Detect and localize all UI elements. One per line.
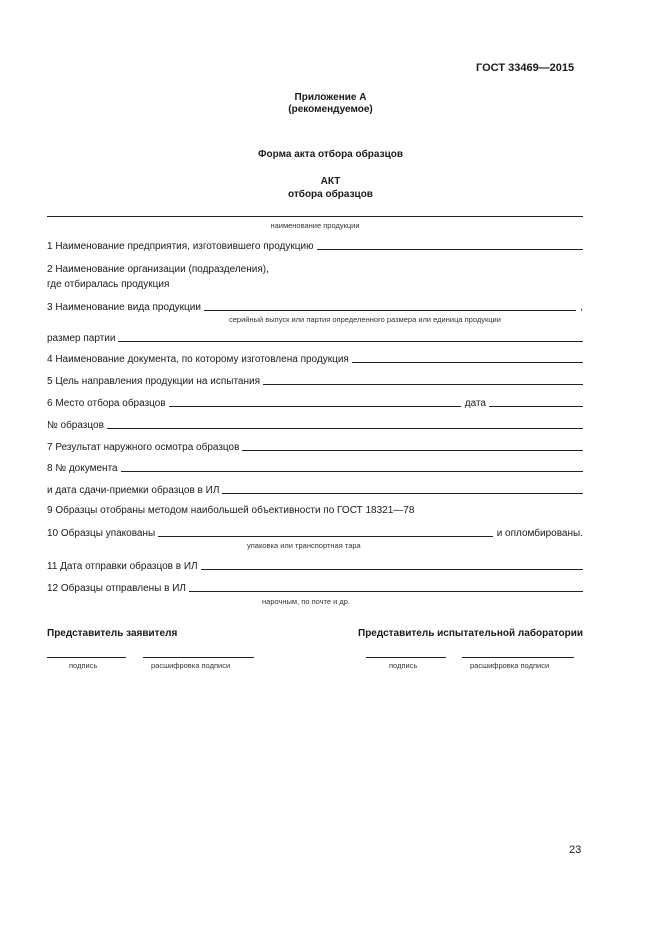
product-name-caption: наименование продукции [270,221,360,230]
packaging-input-line[interactable] [158,536,492,537]
field-8 [47,460,583,474]
sample-number-label: № образцов [47,420,104,431]
applicant-transcript-caption: расшифровка подписи [151,661,231,670]
field-3b [47,330,583,344]
lab-representative-title: Представитель испытательной лаборатории [358,628,584,639]
field-5-label: 5 Цель направления продукции на испытания [47,376,261,387]
document-number-input-line[interactable] [121,471,583,472]
field-10 [47,525,583,539]
date-label: дата [464,398,486,409]
field-12-label: 12 Образцы отправлены в ИЛ [47,583,186,594]
field-3-caption: серийный выпуск или партия определенного размера или единица продукции [229,315,501,324]
appendix-title: Приложение А [294,92,367,103]
sample-number-input-line[interactable] [107,428,583,429]
handover-date-label: и дата сдачи-приемки образцов в ИЛ [47,485,220,496]
field-11 [47,558,583,572]
field-10-label: 10 Образцы упакованы [47,528,156,539]
lab-transcript-line[interactable] [462,657,574,658]
field-2-label: 2 Наименование организации (подразделения), [47,264,269,275]
act-title: АКТ [320,176,341,187]
field-5 [47,373,583,387]
field-9-text: 9 Образцы отобраны методом наибольшей объективности по ГОСТ 18321—78 [47,505,415,516]
field-1 [47,238,583,252]
lab-signature-caption: подпись [389,661,418,670]
field-5-input-line[interactable] [263,384,583,385]
handover-date-input-line[interactable] [222,493,583,494]
applicant-signature-caption: подпись [69,661,98,670]
field-6-label: 6 Место отбора образцов [47,398,166,409]
field-4-label: 4 Наименование документа, по которому изготовлена продукция [47,354,349,365]
batch-size-label: размер партии [47,333,116,344]
appendix-subtitle: (рекомендуемое) [288,104,373,115]
field-11-label: 11 Дата отправки образцов в ИЛ [47,561,198,572]
sealed-label: и опломбированы. [496,528,583,539]
standard-number: ГОСТ 33469—2015 [476,62,575,74]
field-4-input-line[interactable] [352,362,583,363]
lab-signature-line[interactable] [366,657,446,658]
batch-size-input-line[interactable] [118,341,583,342]
field-3-input-line[interactable] [204,310,576,311]
applicant-signature-line[interactable] [47,657,126,658]
field-11-input-line[interactable] [201,569,583,570]
field-3-comma: , [580,302,583,313]
sampling-place-input-line[interactable] [169,406,461,407]
field-10-caption: упаковка или транспортная тара [247,541,361,550]
field-1-label: 1 Наименование предприятия, изготовившего продукцию [47,241,314,252]
applicant-transcript-line[interactable] [143,657,254,658]
lab-transcript-caption: расшифровка подписи [470,661,550,670]
field-8-label: 8 № документа [47,463,118,474]
field-7-label: 7 Результат наружного осмотра образцов [47,442,240,453]
form-title: Форма акта отбора образцов [258,149,403,160]
field-6b [47,417,583,431]
product-name-line[interactable] [47,216,583,217]
field-8b [47,482,583,496]
field-12-caption: нарочным, по почте и др. [262,597,351,606]
field-1-input-line[interactable] [317,249,583,250]
act-subtitle: отбора образцов [288,189,373,200]
field-3 [47,299,583,313]
field-2-label-continued: где отбиралась продукция [47,279,170,290]
field-4 [47,351,583,365]
field-6 [47,395,583,409]
date-input-line[interactable] [489,406,583,407]
field-7 [47,439,583,453]
field-3-label: 3 Наименование вида продукции [47,302,201,313]
field-12-input-line[interactable] [189,591,583,592]
applicant-representative-title: Представитель заявителя [47,628,178,639]
field-12 [47,580,583,594]
field-7-input-line[interactable] [242,450,583,451]
page-number: 23 [569,844,582,856]
